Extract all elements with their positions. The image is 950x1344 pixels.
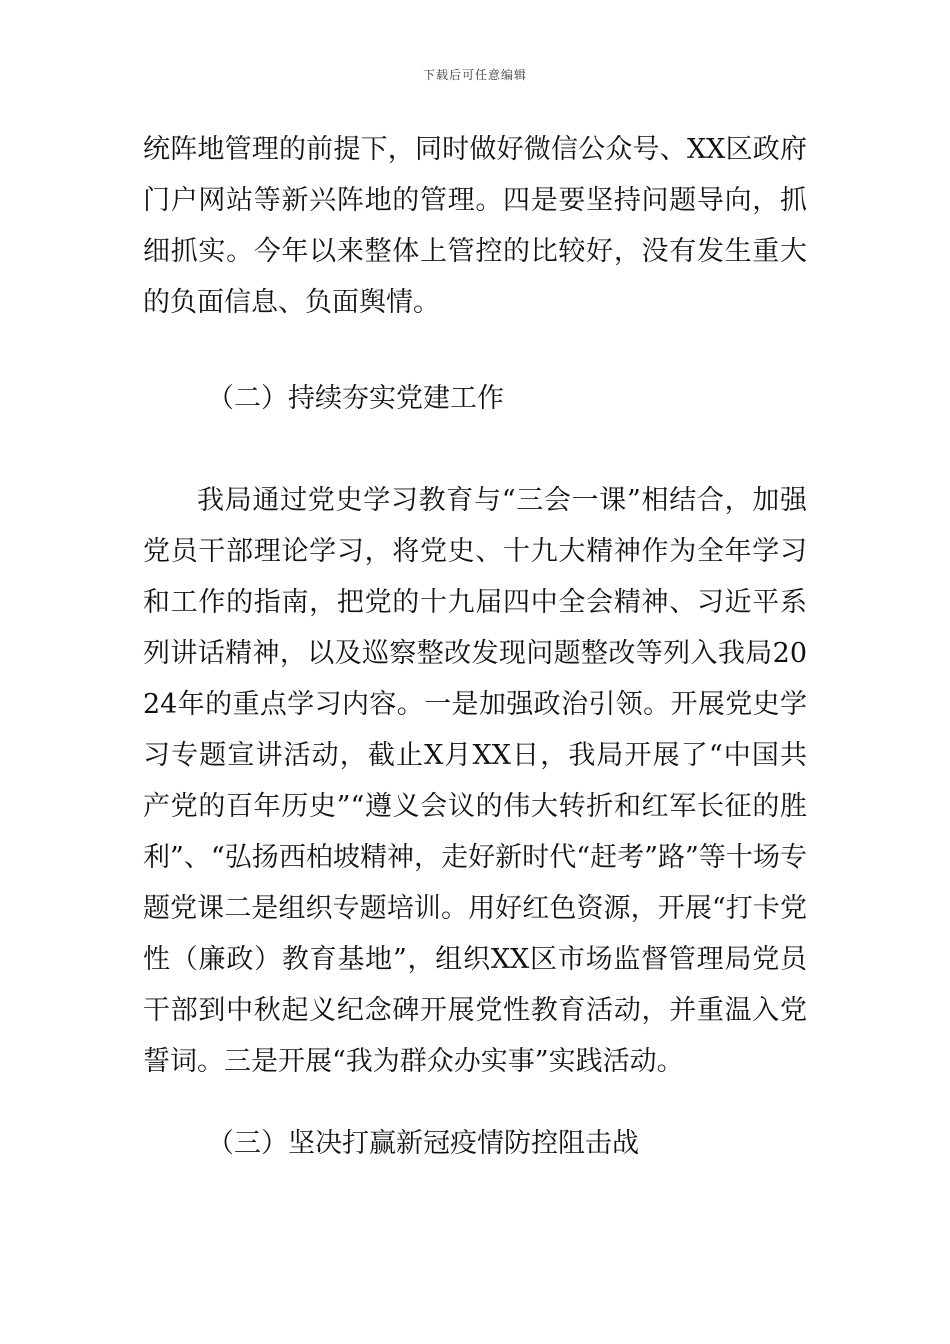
section-heading-3: （三）坚决打赢新冠疫情防控阻击战	[207, 1128, 639, 1159]
paragraph-continuation: 统阵地管理的前提下，同时做好微信公众号、XX区政府门户网站等新兴阵地的管理。四是要坚持问题导向，抓细抓实。今年以来整体上管控的比较好，没有发生重大的负面信息、负面舆情。	[143, 134, 807, 318]
section-heading-2: （二）持续夯实党建工作	[207, 383, 504, 414]
header-note: 下载后可任意编辑	[422, 68, 527, 82]
paragraph-party-building: 我局通过党史学习教育与“三会一课”相结合，加强党员干部理论学习，将党史、十九大精神作为全年学习和工作的指南，把党的十九届四中全会精神、习近平系列讲话精神，以及巡察整改发现问题整改等列入我局2024年的重点学习内容。一是加强政治引领。开展党史学习专题宣讲活动，截止X月XX日，我局开展了“中国共产党的百年历史”“遵义会议的伟大转折和红军长征的胜利”、“弘扬西柏坡精神，走好新时代“赶考”路”等十场专题党课二是组织专题培训。用好红色资源，开展“打卡党性（廉政）教育基地”，组织XX区市场监督管理局党员干部到中秋起义纪念碑开展党性教育活动，并重温入党誓词。三是开展“我为群众办实事”实践活动。	[143, 485, 807, 1077]
